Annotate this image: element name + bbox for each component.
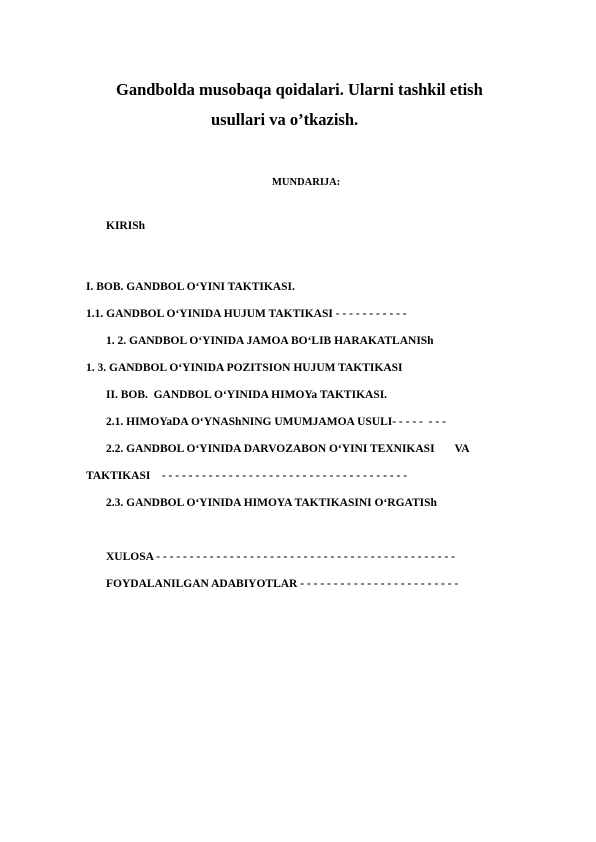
toc-entry-1-1: 1.1. GANDBOL O‘YINIDA HUJUM TAKTIKASI - - - - - - - - - - - [86,308,407,320]
toc-entry-2-2-continued: TAKTIKASI - - - - - - - - - - - - - - - - - - - - - - - - - - - - - - - - - - - - - [86,470,408,482]
toc-entry-references: FOYDALANILGAN ADABIYOTLAR - - - - - - - - - - - - - - - - - - - - - - - - [106,578,459,590]
toc-entry-conclusion: XULOSA - - - - - - - - - - - - - - - - - - - - - - - - - - - - - - - - - - - - - - - - - - - - - [106,551,455,563]
toc-entry-2-2: 2.2. GANDBOL O‘YINIDA DARVOZABON O‘YINI TEXNIKASI VA [106,443,470,455]
toc-entry-introduction: KIRISh [106,220,145,232]
toc-entry-chapter-2: II. BOB. GANDBOL O‘YINIDA HIMOYa TAKTIKASI. [106,389,388,401]
toc-entry-2-3: 2.3. GANDBOL O‘YINIDA HIMOYA TAKTIKASINI O‘RGATISh [106,497,437,509]
document-title-line-2: usullari va o’tkazish. [211,110,359,129]
toc-entry-chapter-1: I. BOB. GANDBOL O‘YINI TAKTIKASI. [86,281,295,293]
document-title-line-1: Gandbolda musobaqa qoidalari. Ularni tashkil etish [116,80,483,99]
toc-entry-2-1: 2.1. HIMOYaDA O‘YNAShNING UMUMJAMOA USULI- - - - - - - - [106,416,446,428]
toc-entry-1-3: 1. 3. GANDBOL O‘YINIDA POZITSION HUJUM TAKTIKASI [86,362,403,374]
toc-entry-1-2: 1. 2. GANDBOL O‘YINIDA JAMOA BO‘LIB HARAKATLANISh [106,335,434,347]
contents-heading: MUNDARIJA: [272,177,341,188]
